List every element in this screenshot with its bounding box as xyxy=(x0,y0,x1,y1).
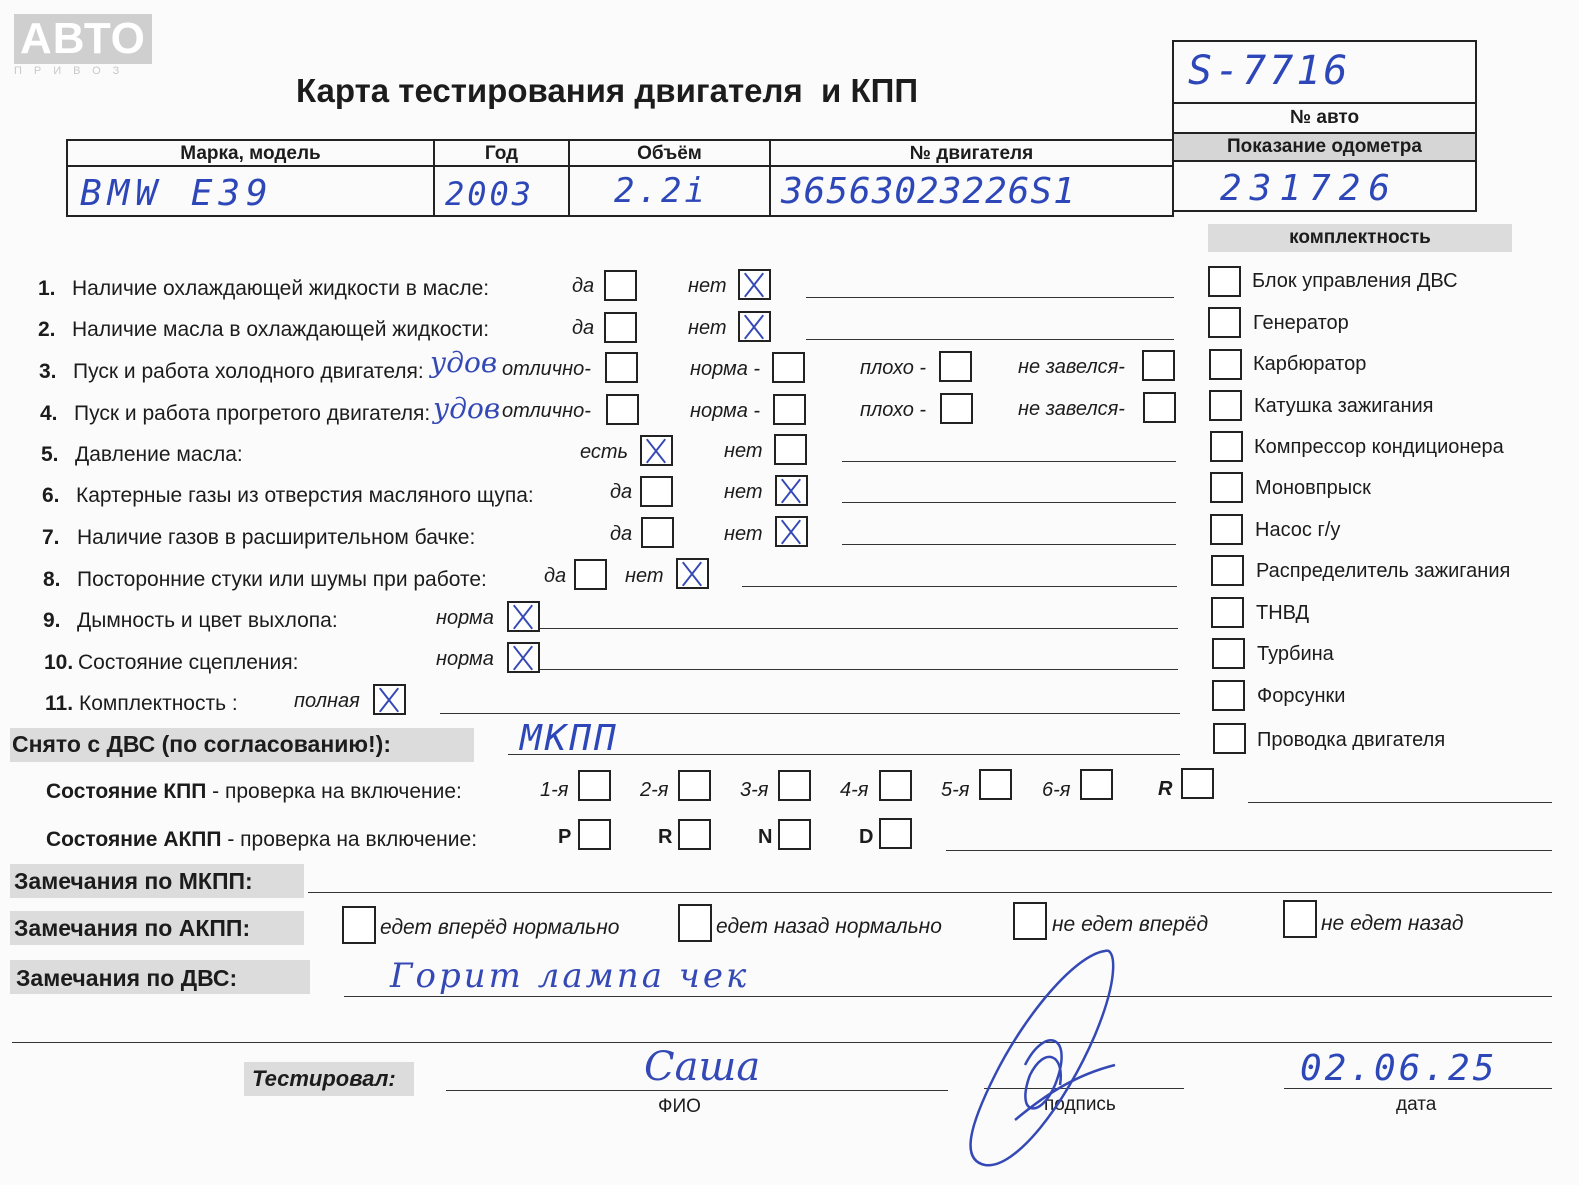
answer-line xyxy=(12,1042,1552,1043)
kit-title-band xyxy=(1208,224,1512,252)
value-volume: 2.2i xyxy=(568,165,771,217)
answer-line xyxy=(308,892,1552,893)
akpp-option-label: не едет вперёд xyxy=(1052,913,1209,936)
akpp-forward-ok-checkbox[interactable] xyxy=(342,906,376,944)
option-label: отлично- xyxy=(502,358,591,380)
question-number: 9. xyxy=(43,609,61,632)
question-number: 4. xyxy=(40,402,58,425)
option-label: полная xyxy=(294,690,360,712)
car-number-value: S-7716 xyxy=(1188,48,1351,94)
q3-not-started-checkbox[interactable] xyxy=(1142,350,1175,381)
remarks-akpp-label: Замечания по АКПП: xyxy=(14,915,251,941)
gear-6-checkbox[interactable] xyxy=(1080,769,1113,800)
header-col-year: Год xyxy=(433,139,570,167)
option-label: норма - xyxy=(690,400,761,422)
option-label: не завелся- xyxy=(1018,356,1125,378)
question-text: Картерные газы из отверстия масляного щупа: xyxy=(76,484,534,507)
tested-label: Тестировал: xyxy=(252,1066,396,1091)
kit-checkbox[interactable] xyxy=(1209,349,1242,380)
question-number: 7. xyxy=(42,526,60,549)
date-caption: дата xyxy=(1396,1094,1437,1115)
kit-item: Проводка двигателя xyxy=(1257,729,1446,751)
gear-label: 6-я xyxy=(1042,779,1071,801)
answer-line xyxy=(540,628,1178,629)
question-text: Пуск и работа прогретого двигателя: xyxy=(74,402,431,425)
kit-item: Распределитель зажигания xyxy=(1256,560,1511,582)
kit-item: Моновпрыск xyxy=(1255,477,1371,499)
name-caption: ФИО xyxy=(658,1096,701,1117)
name-line xyxy=(446,1090,948,1091)
gear-label: 5-я xyxy=(941,779,970,801)
q4-excellent-checkbox[interactable] xyxy=(606,394,639,425)
logo xyxy=(14,14,152,77)
q2-yes-checkbox[interactable] xyxy=(604,312,637,343)
gear-3-checkbox[interactable] xyxy=(778,770,811,801)
q6-no-checkbox[interactable] xyxy=(775,475,808,506)
q3-normal-checkbox[interactable] xyxy=(772,352,805,383)
option-label: нет xyxy=(724,523,763,545)
remarks-dvs-value: Горит лампа чек xyxy=(390,956,750,996)
q10-normal-checkbox[interactable] xyxy=(507,642,540,673)
option-label: не завелся- xyxy=(1018,398,1125,420)
kit-checkbox[interactable] xyxy=(1211,555,1244,586)
kit-checkbox[interactable] xyxy=(1208,307,1241,338)
q7-yes-checkbox[interactable] xyxy=(641,517,674,548)
date-line xyxy=(1284,1088,1552,1089)
question-number: 8. xyxy=(43,568,61,591)
q5-yes-checkbox[interactable] xyxy=(640,435,673,466)
q4-bad-checkbox[interactable] xyxy=(940,393,973,424)
q4-not-started-checkbox[interactable] xyxy=(1143,392,1176,423)
akpp-gear-label: R xyxy=(658,826,673,848)
option-label: плохо - xyxy=(860,399,927,421)
akpp-r-checkbox[interactable] xyxy=(678,819,711,850)
gear-5-checkbox[interactable] xyxy=(979,769,1012,800)
value-model: BMW E39 xyxy=(66,165,435,217)
value-odometer: 231726 xyxy=(1172,160,1477,212)
option-label: норма - xyxy=(690,358,761,380)
logo-brand: АВТО xyxy=(14,14,152,64)
akpp-option-label: едет назад нормально xyxy=(716,915,942,938)
kit-item: Карбюратор xyxy=(1253,353,1367,375)
header-col-engine-no: № двигателя xyxy=(769,139,1174,167)
question-text: Пуск и работа холодного двигателя: xyxy=(73,360,424,383)
signature-caption: подпись xyxy=(1044,1094,1116,1115)
mkpp-label: Состояние КПП - проверка на включение: xyxy=(46,780,462,803)
option-label: да xyxy=(572,317,595,339)
kit-item: Насос г/у xyxy=(1255,519,1341,541)
q6-yes-checkbox[interactable] xyxy=(640,476,673,507)
date-value: 02.06.25 xyxy=(1300,1048,1498,1089)
kit-title: комплектность xyxy=(1289,227,1431,248)
option-label: нет xyxy=(688,275,727,297)
kit-item: Генератор xyxy=(1253,312,1349,334)
car-number-label-cell xyxy=(1172,102,1477,134)
akpp-no-forward-checkbox[interactable] xyxy=(1013,902,1047,940)
header-col-model: Марка, модель xyxy=(66,139,435,167)
logo-sub: ПРИВОЗ xyxy=(14,65,132,77)
akpp-gear-label: N xyxy=(758,826,773,848)
question-number: 5. xyxy=(41,443,59,466)
gear-label: 1-я xyxy=(540,779,569,801)
answer-line xyxy=(1248,802,1552,803)
value-engine-no: 36563023226S1 xyxy=(769,165,1174,217)
q2-no-checkbox[interactable] xyxy=(738,311,771,342)
q7-no-checkbox[interactable] xyxy=(775,516,808,547)
akpp-p-checkbox[interactable] xyxy=(578,819,611,850)
answer-line xyxy=(842,502,1176,503)
q11-full-checkbox[interactable] xyxy=(373,684,406,715)
kit-checkbox[interactable] xyxy=(1212,638,1245,669)
question-number: 11. xyxy=(45,692,74,715)
question-number: 1. xyxy=(38,277,56,300)
gear-label: 4-я xyxy=(840,779,869,801)
akpp-gear-label: D xyxy=(859,826,874,848)
kit-item: Турбина xyxy=(1257,643,1334,665)
option-label: нет xyxy=(724,481,763,503)
q1-no-checkbox[interactable] xyxy=(738,269,771,300)
kit-checkbox[interactable] xyxy=(1213,723,1246,754)
kit-item: Форсунки xyxy=(1257,685,1346,707)
q8-no-checkbox[interactable] xyxy=(676,558,709,589)
kit-item: Катушка зажигания xyxy=(1254,395,1434,417)
removed-value: МКПП xyxy=(520,718,619,759)
kit-item: Компрессор кондиционера xyxy=(1254,436,1504,458)
option-label: норма xyxy=(436,648,494,670)
option-label: нет xyxy=(724,440,763,462)
remarks-dvs-label: Замечания по ДВС: xyxy=(16,965,238,991)
option-label: отлично- xyxy=(502,400,591,422)
gear-label: R xyxy=(1158,778,1173,800)
question-number: 3. xyxy=(39,360,57,383)
answer-line xyxy=(842,544,1176,545)
answer-line xyxy=(540,669,1178,670)
gear-label: 3-я xyxy=(740,779,769,801)
car-number-label: № авто xyxy=(1289,107,1360,128)
kit-checkbox[interactable] xyxy=(1210,472,1243,503)
answer-line xyxy=(440,713,1180,714)
answer-line xyxy=(806,339,1174,340)
question-text: Наличие газов в расширительном бачке: xyxy=(77,526,476,549)
header-col-volume: Объём xyxy=(568,139,771,167)
option-label: нет xyxy=(625,565,664,587)
handwritten-note: удов xyxy=(433,392,501,425)
q4-normal-checkbox[interactable] xyxy=(773,394,806,425)
option-label: да xyxy=(572,275,595,297)
akpp-d-checkbox[interactable] xyxy=(879,818,912,849)
kit-checkbox[interactable] xyxy=(1212,680,1245,711)
gear-2-checkbox[interactable] xyxy=(678,770,711,801)
gear-4-checkbox[interactable] xyxy=(879,770,912,801)
answer-line xyxy=(842,461,1176,462)
option-label: да xyxy=(610,523,633,545)
akpp-gear-label: P xyxy=(558,826,572,848)
remarks-mkpp-label: Замечания по МКПП: xyxy=(14,868,253,894)
kit-checkbox[interactable] xyxy=(1211,597,1244,628)
question-text: Состояние сцепления: xyxy=(78,651,299,674)
question-text: Давление масла: xyxy=(75,443,243,466)
kit-item: ТНВД xyxy=(1256,602,1310,624)
q3-excellent-checkbox[interactable] xyxy=(605,352,638,383)
tester-name: Саша xyxy=(644,1044,761,1090)
answer-line xyxy=(806,297,1174,298)
kit-checkbox[interactable] xyxy=(1209,390,1242,421)
option-label: нет xyxy=(688,317,727,339)
option-label: плохо - xyxy=(860,357,927,379)
handwritten-note: удов xyxy=(430,346,498,379)
kit-item: Блок управления ДВС xyxy=(1252,270,1458,292)
q1-yes-checkbox[interactable] xyxy=(604,270,637,301)
kit-checkbox[interactable] xyxy=(1210,514,1243,545)
answer-line xyxy=(508,754,1180,755)
question-number: 6. xyxy=(42,484,60,507)
signature-scribble xyxy=(955,945,1135,1170)
page-title: Карта тестирования двигателя и КПП xyxy=(296,72,919,109)
answer-line xyxy=(344,996,1552,997)
question-text: Комплектность : xyxy=(79,692,238,715)
gear-r-checkbox[interactable] xyxy=(1181,768,1214,799)
header-col-odometer: Показание одометра xyxy=(1172,132,1477,162)
gear-label: 2-я xyxy=(640,779,669,801)
question-text: Наличие охлаждающей жидкости в масле: xyxy=(72,277,490,300)
q9-normal-checkbox[interactable] xyxy=(507,601,540,632)
removed-label: Снято с ДВС (по согласованию!): xyxy=(12,731,391,757)
answer-line xyxy=(946,850,1552,851)
question-text: Дымность и цвет выхлопа: xyxy=(77,609,338,632)
akpp-option-label: едет вперёд нормально xyxy=(380,916,620,939)
akpp-label: Состояние АКПП - проверка на включение: xyxy=(46,828,478,851)
option-label: есть xyxy=(580,441,629,463)
question-text: Посторонние стуки или шумы при работе: xyxy=(77,568,487,591)
akpp-n-checkbox[interactable] xyxy=(778,819,811,850)
kit-checkbox[interactable] xyxy=(1208,266,1241,297)
answer-line xyxy=(742,586,1177,587)
akpp-no-backward-checkbox[interactable] xyxy=(1283,900,1317,938)
gear-1-checkbox[interactable] xyxy=(578,770,611,801)
akpp-option-label: не едет назад xyxy=(1321,912,1464,935)
option-label: да xyxy=(610,481,633,503)
question-text: Наличие масла в охлаждающей жидкости: xyxy=(72,318,490,341)
car-number-box xyxy=(1172,40,1477,104)
kit-checkbox[interactable] xyxy=(1210,431,1243,462)
q3-bad-checkbox[interactable] xyxy=(939,351,972,382)
q5-no-checkbox[interactable] xyxy=(774,434,807,465)
question-number: 2. xyxy=(38,318,56,341)
value-year: 2003 xyxy=(433,165,570,217)
option-label: да xyxy=(544,565,567,587)
q8-yes-checkbox[interactable] xyxy=(574,559,607,590)
question-number: 10. xyxy=(44,651,74,674)
option-label: норма xyxy=(436,607,494,629)
akpp-backward-ok-checkbox[interactable] xyxy=(678,904,712,942)
